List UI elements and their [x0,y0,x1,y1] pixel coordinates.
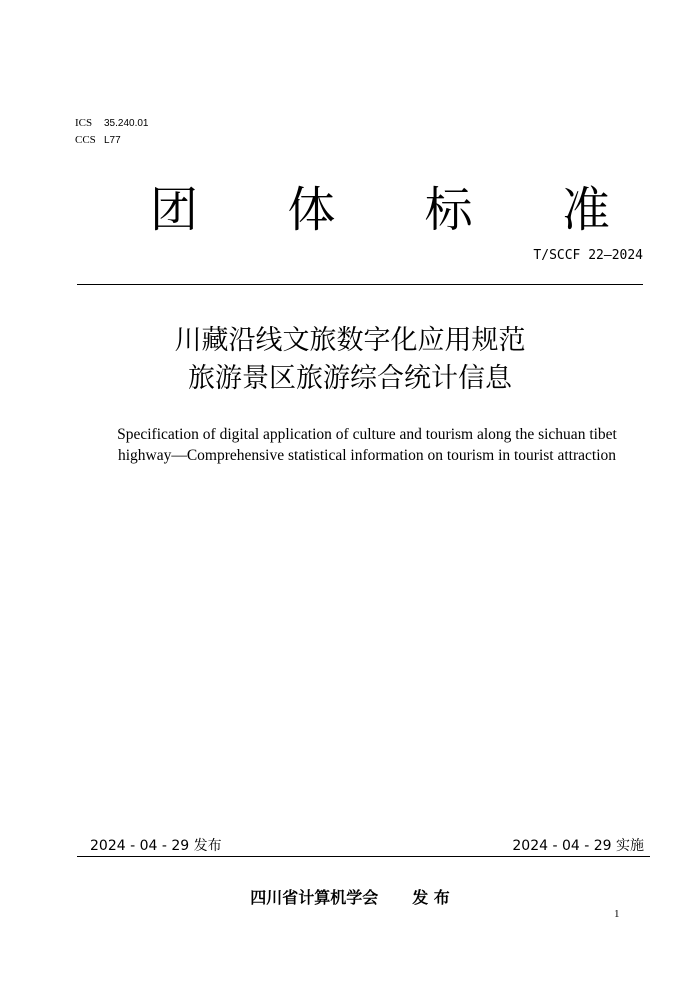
title-char-3: 标 [424,182,473,238]
publisher-name: 四川省计算机学会 [250,888,379,907]
publisher-action: 发 布 [412,888,450,907]
ccs-value: L77 [104,135,121,146]
top-divider [77,284,643,285]
english-title [75,424,659,466]
bottom-divider [77,856,650,857]
ccs-row [75,132,149,149]
issue-date: 2024 - 04 - 29 发布 [90,838,222,854]
standard-number: T/SCCF 22—2024 [533,248,643,263]
ics-label: ICS [75,117,93,129]
title-char-2: 体 [287,182,336,238]
title-char-4: 准 [561,182,610,238]
standard-type-title [150,180,610,240]
classification-codes [75,115,149,149]
ccs-label: CCS [75,134,96,146]
english-title-line-2: highway—Comprehensive statistical information on tourism in tourist attraction [117,447,617,464]
english-title-line-1: Specification of digital application of culture and tourism along the sichuan tibet [117,426,617,443]
chinese-title [0,322,700,398]
ics-row [75,115,149,132]
ics-value: 35.240.01 [104,118,149,129]
chinese-title-line-1: 川藏沿线文旅数字化应用规范 [174,325,526,356]
implementation-date: 2024 - 04 - 29 实施 [512,838,644,854]
title-char-1: 团 [150,182,199,238]
page-number: 1 [614,908,620,920]
publisher-line [0,885,700,908]
chinese-title-line-2: 旅游景区旅游综合统计信息 [188,363,512,394]
